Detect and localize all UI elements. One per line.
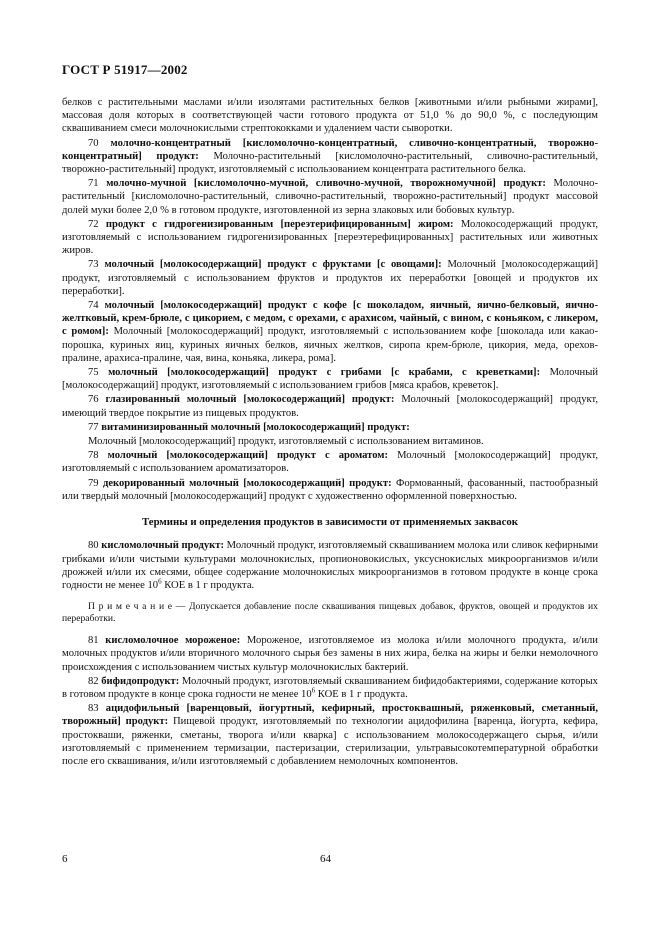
paragraph-text: белков с растительными маслами и/или изолятами растительных белков [животными и/или рыбными жирами], массовая доля которых в соответствующей части готового продукта от 51,0 % до 90,0 %, с последующим сквашиванием смеси молочнокислыми стрептококками и удалением части сыворотки. xyxy=(62,97,598,135)
definition: Молочный [молокосодержащий] продукт, изготовляемый с использованием ароматизаторов. xyxy=(62,450,598,475)
paragraph-74 xyxy=(62,299,598,365)
paragraph-73 xyxy=(62,258,598,298)
paragraph-number: 77 xyxy=(88,421,102,433)
term: кисломолочное мороженое: xyxy=(105,635,247,647)
paragraph-72 xyxy=(62,218,598,258)
paragraph-81 xyxy=(62,634,598,674)
paragraph-71 xyxy=(62,177,598,217)
note-label: П р и м е ч а н и е xyxy=(88,601,173,613)
paragraph-number: 79 xyxy=(88,477,103,489)
paragraph-77 xyxy=(62,421,598,434)
definition: Молочно-растительный [кисломолочно-растительный, сливочно-растительный, творожно-растительный] продукт, изготовляемый с использованием концентрата растительного белка. xyxy=(62,150,598,176)
paragraph-70 xyxy=(62,137,598,177)
definition: Молокосодержащий продукт, изготовляемый с использованием гидрогенизированных [переэтерефицированных] растительных или животных жиров. xyxy=(62,218,598,257)
term: глазированный молочный [молокосодержащий] продукт: xyxy=(105,394,402,406)
paragraph-number: 70 xyxy=(88,137,111,149)
note-text: — Допускается добавление после сквашивания пищевых добавок, фруктов, овощей и продуктов их переработки. xyxy=(62,601,598,625)
term: кисломолочный продукт: xyxy=(101,540,227,552)
definition: Молочный [молокосодержащий] продукт, имеющий твердое покрытие из пищевых продуктов. xyxy=(62,394,598,419)
term: молочный [молокосодержащий] продукт с кофе [с шоколадом, яичный, яично-белковый, яично-желтковый, крем-брюле, с цикорием, с медом, с орехами, с арахисом, чайный, с вином, с коньяком, с ликером, с ромом]: xyxy=(62,300,598,338)
paragraph-83 xyxy=(62,702,598,768)
exponent: 6 xyxy=(158,577,162,586)
term: молочный [молокосодержащий] продукт с грибами [с крабами, с креветками]: xyxy=(108,367,550,379)
paragraph-number: 74 xyxy=(88,300,105,312)
paragraph-number: 72 xyxy=(88,218,106,230)
section-heading: Термины и определения продуктов в зависимости от применяемых заквасок xyxy=(142,516,518,529)
definition: Молочный [молокосодержащий] продукт, изготовляемый с использованием грибов [мяса крабов, креветок]. xyxy=(62,367,598,392)
paragraph-82 xyxy=(62,675,598,701)
note xyxy=(62,601,598,625)
term: молочный [молокосодержащий] продукт с ароматом: xyxy=(107,450,398,462)
paragraph-80 xyxy=(62,539,598,592)
term: молочно-концентратный [кисломолочно-концентратный, сливочно-концентратный, творожно-концентратный] продукт: xyxy=(62,137,598,162)
term: ацидофильный [варенцовый, йогуртный, кефирный, простоквашный, ряженковый, сметанный, творожный] продукт: xyxy=(62,703,598,728)
paragraph-number: 81 xyxy=(88,635,106,647)
paragraph-75 xyxy=(62,366,598,392)
paragraph-number: 82 xyxy=(88,675,102,687)
definition: Мороженое, изготовляемое из молока и/или молочного продукта, и/или молочных продуктов и/или вторичного молочного сырья без замены в них жира, белка на жиры и белки немолочного происхождения с использованием чистых культур молочнокислых бактерий. xyxy=(62,635,598,673)
paragraph-78 xyxy=(62,449,598,475)
paragraph-number: 75 xyxy=(88,367,109,379)
paragraph-number: 83 xyxy=(88,703,106,715)
definition: Молочный [молокосодержащий] продукт, изготовляемый с использованием кофе [шоколада или какао-порошка, куриных яиц, куриных яичных белков, яичных желтков, сиропа крем-брюле, цикория, меда, орехов-пралине, арахиса-пралине, чая, вина, коньяка, ликера, рома]. xyxy=(62,326,598,364)
definition: Молочный продукт, изготовляемый сквашиванием бифидобактериями, содержание которых в готовом продукте в конце срока годности не менее 10 xyxy=(62,675,598,700)
definition: Молочный продукт, изготовляемый сквашиванием молока или сливок кефирными грибками и/или чистыми культурами молочнокислых, пропионовокислых, уксуснокислых микроорганизмов и/или дрожжей и/или их смесями, общее содержание молочнокислых микроорганизмов в готовом продукте в конце срока годности не менее 10 xyxy=(62,540,598,591)
definition: Формованный, фасованный, пастообразный или твердый молочный [молокосодержащий] продукт с художественно оформленной поверхностью. xyxy=(62,477,598,502)
term: бифидопродукт: xyxy=(101,675,182,687)
paragraph-69-cont xyxy=(62,96,598,136)
paragraph-number: 71 xyxy=(88,178,107,190)
page-number-global: 64 xyxy=(320,853,331,865)
paragraph-number: 73 xyxy=(88,259,105,271)
definition: Молочно-растительный [кисломолочно-растительный, сливочно-растительный, творожно-растительный] продукт массовой долей муки более 2,0 % в готовом продукте, изготовленной из зерна злаковых или бобовых культур. xyxy=(62,178,598,216)
term: витаминизированный молочный [молокосодержащий] продукт: xyxy=(101,421,410,433)
paragraph-79 xyxy=(62,477,598,503)
document-body xyxy=(62,96,598,769)
paragraph-number: 78 xyxy=(88,450,108,462)
definition: Пищевой продукт, изготовляемый по технологии ацидофилина [варенца, йогурта, кефира, простокваши, ряженки, сметаны, творога и/или кварка] с использованием молокосодержащего сырья, и/или изготовляемый с применением термизации, пастеризации, стерилизации, ультравысокотемпературной обработки после его сквашивания, и/или изготовляемый с добавлением немолочных компонентов. xyxy=(62,716,598,767)
term: продукт с гидрогенизированным [переэтерифицированным] жиром: xyxy=(105,218,461,230)
term: молочно-мучной [кисломолочно-мучной, сливочно-мучной, творожномучной] продукт: xyxy=(106,178,554,190)
definition-end: КОЕ в 1 г продукта. xyxy=(161,579,255,591)
paragraph-76 xyxy=(62,393,598,419)
standard-title: ГОСТ Р 51917—2002 xyxy=(62,62,188,77)
definition: Молочный [молокосодержащий] продукт, изготовляемый с использованием витаминов. xyxy=(88,436,484,448)
paragraph-number: 80 xyxy=(88,540,102,552)
definition: Молочный [молокосодержащий] продукт, изготовляемый с использованием фруктов и продуктов их переработки [овощей и продуктов их переработки]. xyxy=(62,259,598,297)
paragraph-number: 76 xyxy=(88,394,106,406)
page-number-local: 6 xyxy=(62,853,68,865)
paragraph-77-definition xyxy=(62,435,598,448)
exponent: 6 xyxy=(311,686,316,695)
term: молочный [молокосодержащий] продукт с фруктами [с овощами]: xyxy=(104,259,448,271)
definition-end: КОЕ в 1 г продукта. xyxy=(315,688,408,700)
term: декорированный молочный [молокосодержащий] продукт: xyxy=(102,477,397,489)
